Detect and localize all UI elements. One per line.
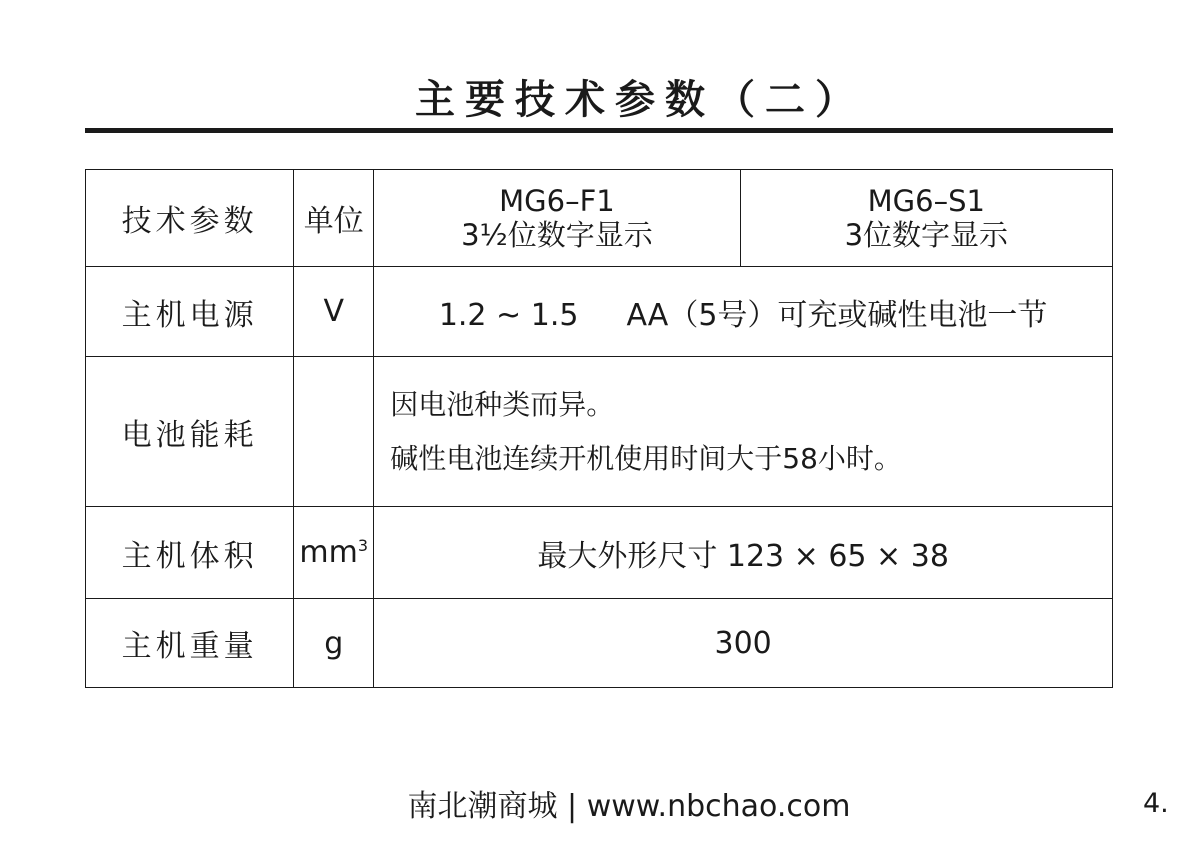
volume-param: 主机体积: [86, 507, 294, 599]
header-model2: [740, 170, 1112, 267]
page-number: 4.: [1143, 788, 1169, 819]
battery-line1: 因电池种类而异。: [390, 387, 615, 421]
battery-unit: [294, 357, 374, 507]
power-param: 主机电源: [86, 267, 294, 357]
model2-name: MG6–S1: [867, 184, 985, 218]
model1-display: 3½位数字显示: [461, 218, 653, 252]
battery-line2: 碱性电池连续开机使用时间大于58小时。: [390, 441, 902, 475]
weight-unit: g: [294, 599, 374, 688]
volume-unit: [294, 507, 374, 599]
page-title: 主要技术参数（二）: [415, 76, 865, 123]
model2-display: 3位数字显示: [844, 218, 1009, 252]
table-header-row: [86, 170, 1113, 267]
footer-watermark: 南北潮商城 | www.nbchao.com: [407, 789, 851, 824]
power-value: [374, 267, 1113, 357]
weight-param: 主机重量: [86, 599, 294, 688]
spec-table: [85, 169, 1113, 688]
header-unit: 单位: [294, 170, 374, 267]
power-desc: AA（5号）可充或碱性电池一节: [626, 297, 1048, 333]
header-param: 技术参数: [86, 170, 294, 267]
table-row: [86, 599, 1113, 688]
table-row: [86, 507, 1113, 599]
power-voltage: 1.2 ~ 1.5: [438, 297, 579, 333]
model1-name: MG6–F1: [499, 184, 615, 218]
battery-value: [374, 357, 1113, 507]
power-unit: V: [294, 267, 374, 357]
table-row: [86, 267, 1113, 357]
weight-value: 300: [374, 599, 1113, 688]
volume-unit-base: mm: [299, 535, 358, 570]
title-divider: [85, 128, 1113, 133]
volume-value: 最大外形尺寸 123 × 65 × 38: [374, 507, 1113, 599]
table-row: [86, 357, 1113, 507]
header-model1: [374, 170, 740, 267]
volume-unit-sup: 3: [357, 536, 369, 555]
battery-param: 电池能耗: [86, 357, 294, 507]
